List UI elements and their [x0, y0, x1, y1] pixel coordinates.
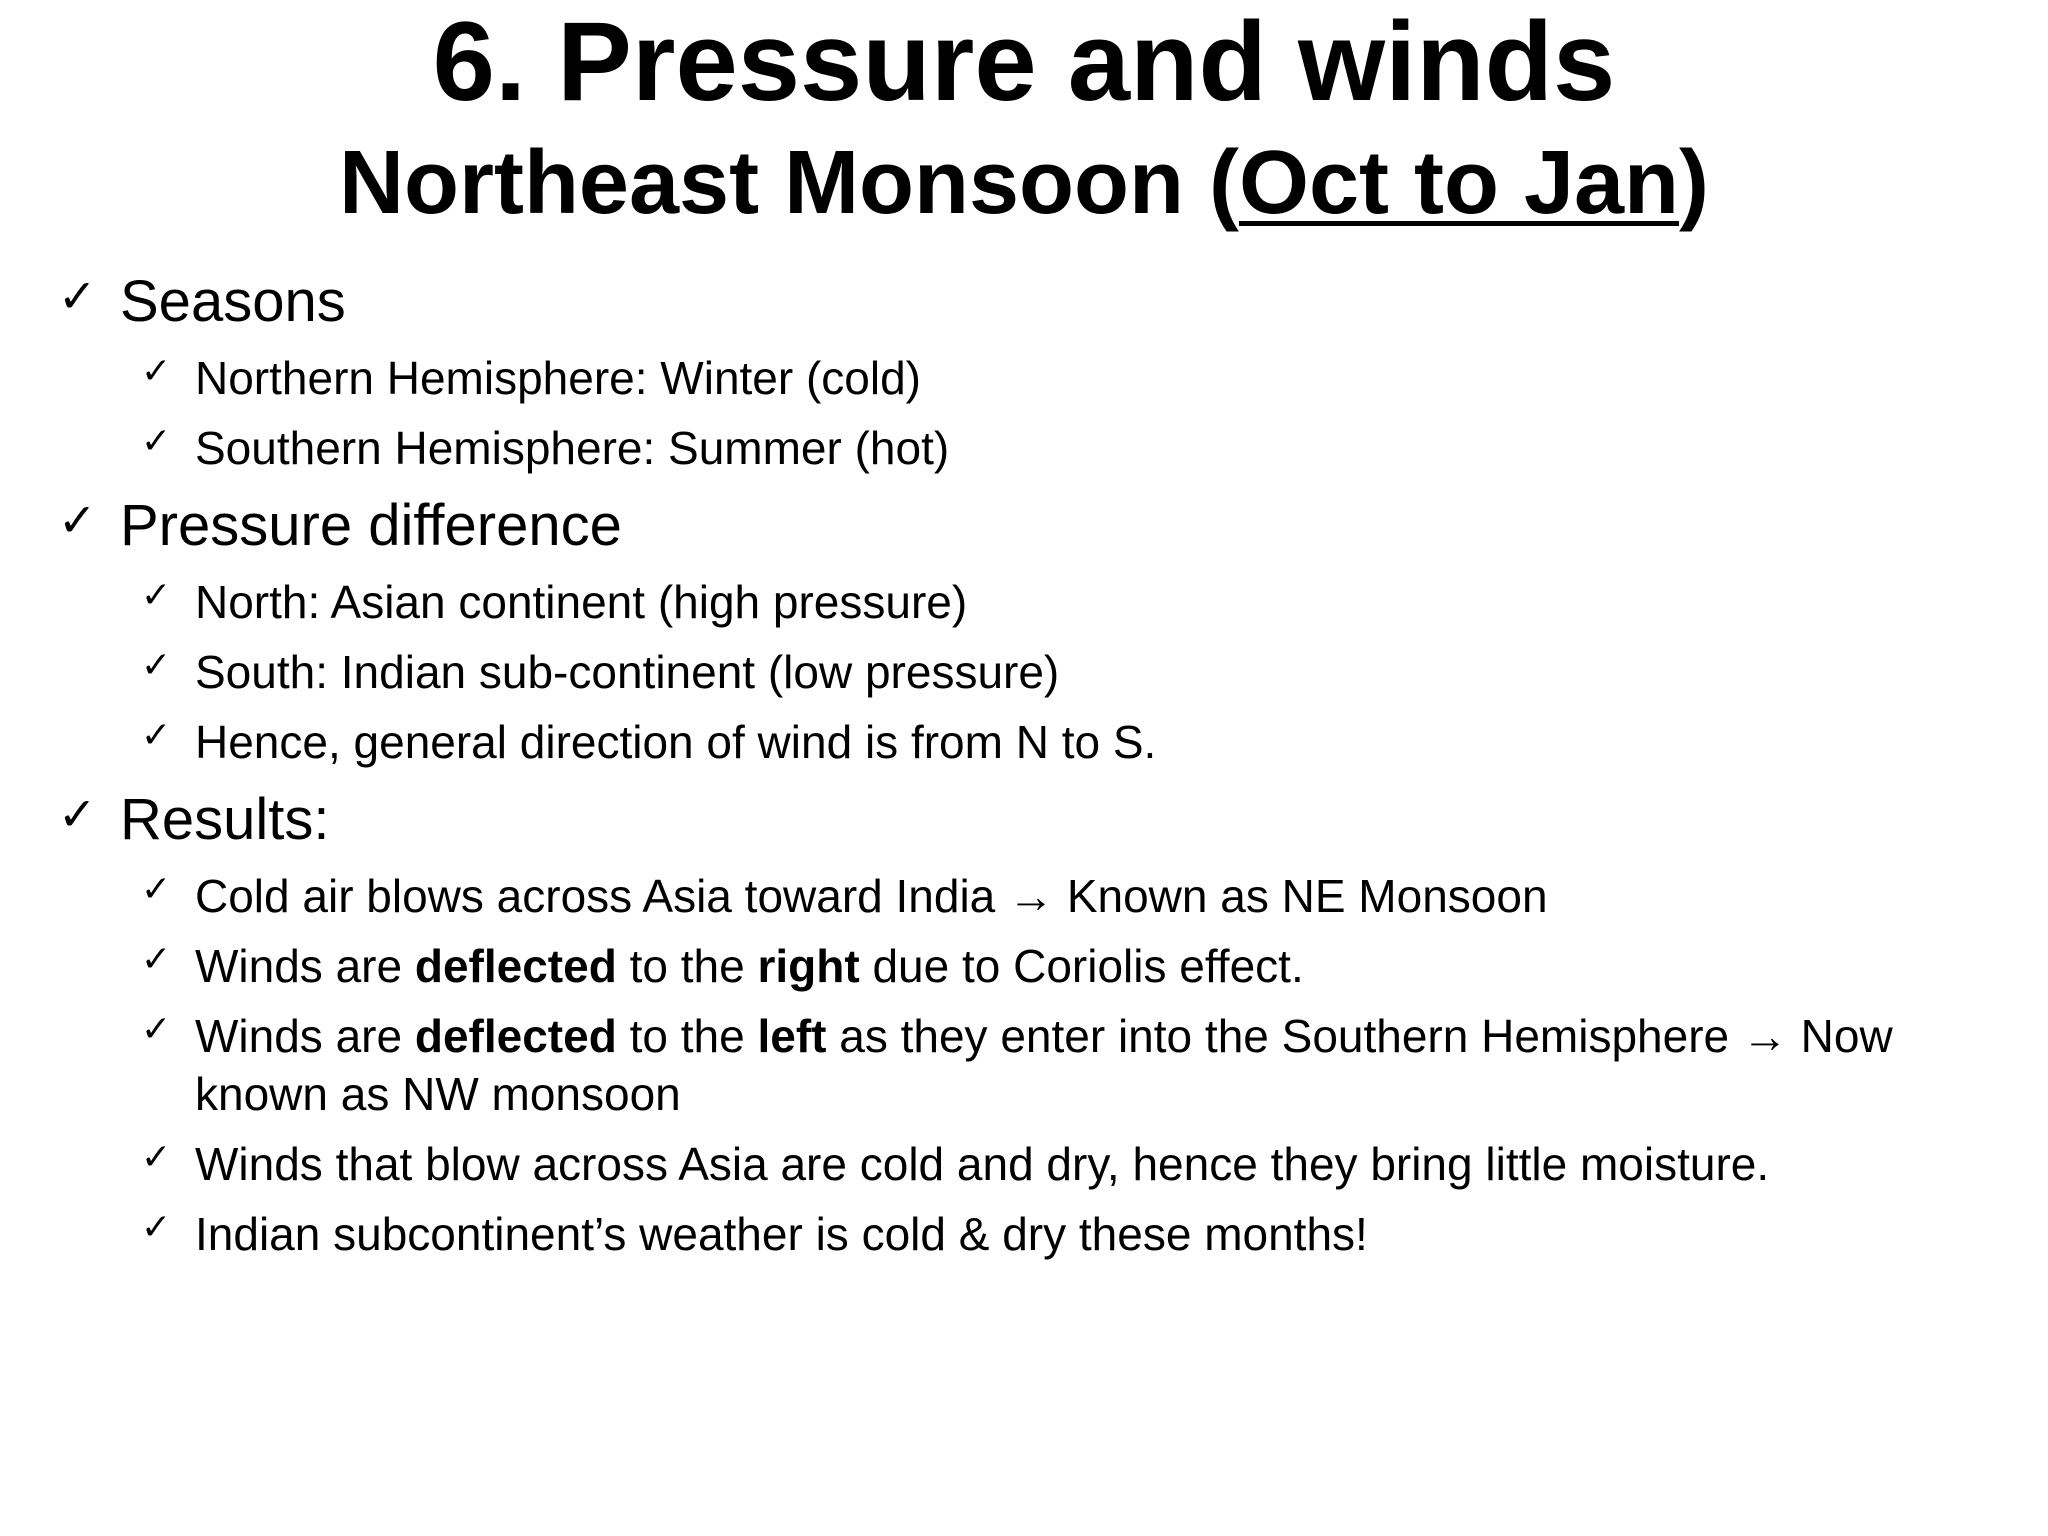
list-item [141, 1007, 1893, 1065]
text-run: Winds are [195, 1010, 415, 1062]
subtitle-suffix: ) [1679, 133, 1710, 233]
list-item [141, 713, 1157, 771]
checkmark-icon: ✓ [141, 1207, 172, 1248]
list-item-text [195, 940, 1304, 992]
list-item-text: known as NW monsoon [195, 1068, 681, 1120]
checkmark-icon: ✓ [141, 575, 172, 616]
section-heading-pressure-difference [58, 493, 622, 558]
list-item-text: North: Asian continent (high pressure) [195, 576, 968, 628]
checkmark-icon: ✓ [58, 269, 97, 323]
text-run: Winds are [195, 940, 415, 992]
text-run: to the [616, 940, 758, 992]
list-item-text: Southern Hemisphere: Summer (hot) [195, 422, 950, 474]
list-item-text: Cold air blows across Asia toward India → Known as NE Monsoon [195, 870, 1548, 922]
checkmark-icon: ✓ [141, 715, 172, 756]
list-item-text: Winds that blow across Asia are cold and dry, hence they bring little moisture. [195, 1138, 1770, 1190]
list-item-text: Hence, general direction of wind is from N to S. [195, 716, 1157, 768]
list-item-text: South: Indian sub-continent (low pressure) [195, 646, 1060, 698]
section-heading-text: Seasons [120, 269, 346, 334]
section-heading-results [58, 787, 330, 852]
checkmark-icon: ✓ [141, 869, 172, 910]
section-heading-seasons [58, 269, 346, 334]
section-heading-text: Pressure difference [120, 493, 622, 558]
text-run: to the [616, 1010, 758, 1062]
list-item [141, 937, 1304, 995]
list-item-text: Indian subcontinent’s weather is cold & dry these months! [195, 1208, 1368, 1260]
list-item [141, 349, 922, 407]
slide-title: 6. Pressure and winds [432, 0, 1616, 124]
list-item [141, 419, 950, 477]
checkmark-icon: ✓ [141, 421, 172, 462]
list-item [141, 1135, 1770, 1193]
checkmark-icon: ✓ [141, 351, 172, 392]
checkmark-icon: ✓ [141, 1009, 172, 1050]
checkmark-icon: ✓ [141, 1137, 172, 1178]
checkmark-icon: ✓ [141, 939, 172, 980]
list-item [141, 643, 1060, 701]
list-item [141, 867, 1548, 925]
subtitle-prefix: Northeast Monsoon ( [338, 133, 1239, 233]
checkmark-icon: ✓ [58, 493, 97, 547]
subtitle-date-range: Oct to Jan [1238, 133, 1680, 233]
list-item [141, 1205, 1368, 1263]
bold-text: right [757, 940, 860, 992]
list-item-continuation [195, 1065, 681, 1123]
checkmark-icon: ✓ [58, 787, 97, 841]
bold-text: deflected [414, 940, 617, 992]
list-item-text: Northern Hemisphere: Winter (cold) [195, 352, 922, 404]
text-run: due to Coriolis effect. [859, 940, 1304, 992]
slide-subtitle [0, 130, 2048, 236]
list-item-text [195, 1010, 1893, 1062]
checkmark-icon: ✓ [141, 645, 172, 686]
bold-text: deflected [414, 1010, 617, 1062]
text-run: as they enter into the Southern Hemisphere → Now [826, 1010, 1893, 1062]
section-heading-text: Results: [120, 787, 330, 852]
list-item [141, 573, 968, 631]
bold-text: left [757, 1010, 827, 1062]
